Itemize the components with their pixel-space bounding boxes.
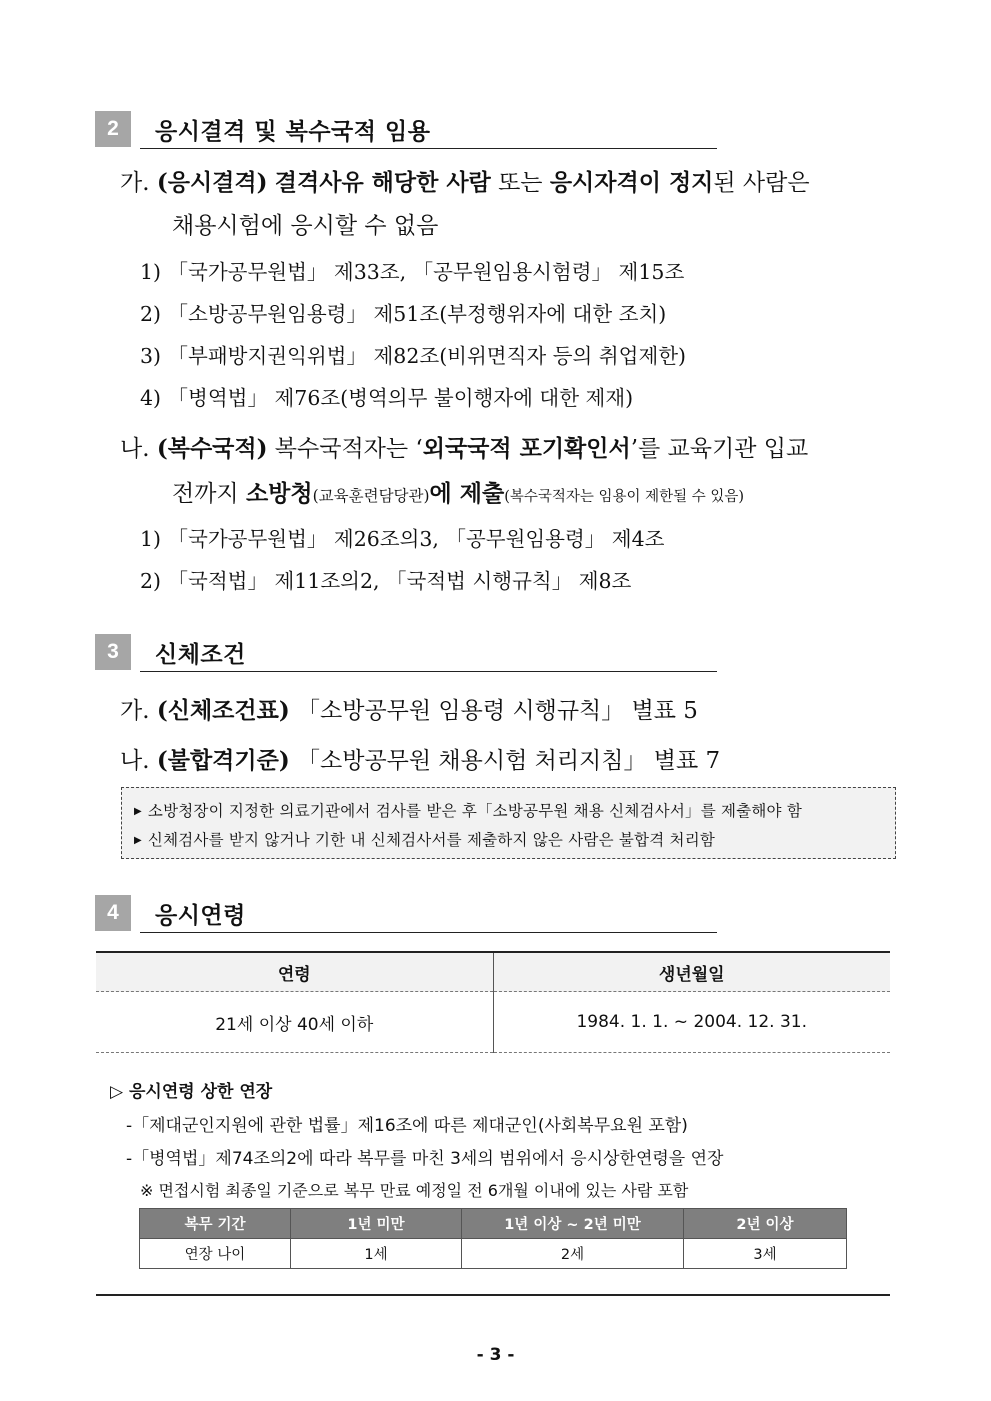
bold-phrase: 에 제출 [429,480,505,507]
text: 「소방공무원 임용령 시행규칙」 별표 5 [289,698,698,724]
physical-check-notice [121,787,896,859]
bold-phrase: 응시자격이 정지 [549,169,714,196]
age-extension-note: ※ 면접시험 최종일 기준으로 복무 만료 예정일 전 6개월 이내에 있는 사람 포함 [140,1181,689,1200]
table-header: 복무 기간 [140,1209,291,1239]
notice-text: 신체검사를 받지 않거나 기한 내 신체검사서를 제출하지 않은 사람은 불합격 처리함 [147,831,716,849]
text: 전까지 [172,481,246,507]
small-note: (교육훈련담당관) [312,487,430,505]
section-number: 4 [95,895,131,931]
section-4-header [95,895,717,931]
section-2-header [95,111,717,147]
section-2-item-na-line2 [172,475,744,508]
text: ’를 교육기관 입교 [630,436,809,462]
age-table [96,951,890,1053]
section-number: 3 [95,634,131,670]
table-cell: 2세 [462,1239,684,1269]
table-header: 1년 이상 ~ 2년 미만 [462,1209,684,1239]
notice-row [134,798,895,827]
item-head: (신체조건표) [156,697,290,724]
age-extension-item: -「병역법」제74조의2에 따라 복무를 마친 3세의 범위에서 응시상한연령을 연장 [126,1149,724,1169]
item-label: 가. [120,698,150,724]
law-reference: 2) 「소방공무원임용령」 제51조(부정행위자에 대한 조치) [140,302,667,326]
small-note: (복수국적자는 임용이 제한될 수 있음) [504,489,745,505]
text: 「소방공무원 채용시험 처리지침」 별표 7 [289,748,721,774]
table-cell: 연장 나이 [140,1239,291,1269]
table-cell: 21세 이상 40세 이하 [96,992,493,1053]
law-reference: 4) 「병역법」 제76조(병역의무 불이행자에 대한 제재) [140,386,634,410]
section-2-item-na [120,430,808,463]
table-header-row [96,952,890,992]
section-underline [140,148,717,149]
notice-row [134,827,895,856]
law-reference: 1) 「국가공무원법」 제26조의3, 「공무원임용령」 제4조 [140,527,665,551]
triangle-bullet-icon: ▶ [134,835,142,846]
table-row [140,1239,847,1269]
item-label: 나. [120,748,150,774]
section-3-item-ga [120,692,698,725]
law-reference: 1) 「국가공무원법」 제33조, 「공무원임용시험령」 제15조 [140,260,685,284]
text: 또는 [490,170,550,196]
bold-phrase: 외국국적 포기확인서 [422,435,631,462]
table-header: 2년 이상 [684,1209,847,1239]
table-header: 연령 [96,952,493,992]
service-extension-table [139,1208,847,1269]
section-3-header [95,634,717,670]
item-label: 나. [120,436,150,462]
section-title: 신체조건 [155,642,246,668]
section-number: 2 [95,111,131,147]
table-cell: 1984. 1. 1. ~ 2004. 12. 31. [493,992,890,1053]
bold-phrase: 결격사유 해당한 사람 [274,169,491,196]
table-header-row [140,1209,847,1239]
item-head: (불합격기준) [156,747,290,774]
text: 된 사람은 [713,170,810,196]
table-header: 생년월일 [493,952,890,992]
page-number: - 3 - [476,1345,515,1365]
table-row [96,992,890,1053]
notice-text: 소방청장이 지정한 의료기관에서 검사를 받은 후「소방공무원 채용 신체검사서」를 제출해야 함 [147,802,803,820]
section-3-item-na [120,742,720,775]
text: 복수국적자는 ‘ [267,436,423,462]
law-reference: 2) 「국적법」 제11조의2, 「국적법 시행규칙」 제8조 [140,569,632,593]
table-cell: 3세 [684,1239,847,1269]
bold-phrase: 소방청 [245,480,313,507]
section-underline [140,671,717,672]
item-head: (복수국적) [156,435,268,462]
section-2-item-ga [120,164,810,197]
table-header: 1년 미만 [291,1209,462,1239]
age-extension-title: ▷ 응시연령 상한 연장 [110,1082,273,1102]
section-underline [140,932,717,933]
item-head: (응시결격) [156,169,268,196]
item-label: 가. [120,170,150,196]
section-title: 응시결격 및 복수국적 임용 [155,119,431,145]
table-cell: 1세 [291,1239,462,1269]
section-title: 응시연령 [155,903,246,929]
triangle-bullet-icon: ▶ [134,806,142,817]
law-reference: 3) 「부패방지권익위법」 제82조(비위면직자 등의 취업제한) [140,344,687,368]
age-extension-item: -「제대군인지원에 관한 법률」제16조에 따른 제대군인(사회복무요원 포함) [126,1116,688,1136]
section-2-item-ga-line2: 채용시험에 응시할 수 없음 [172,213,439,239]
footer-divider [96,1294,890,1296]
